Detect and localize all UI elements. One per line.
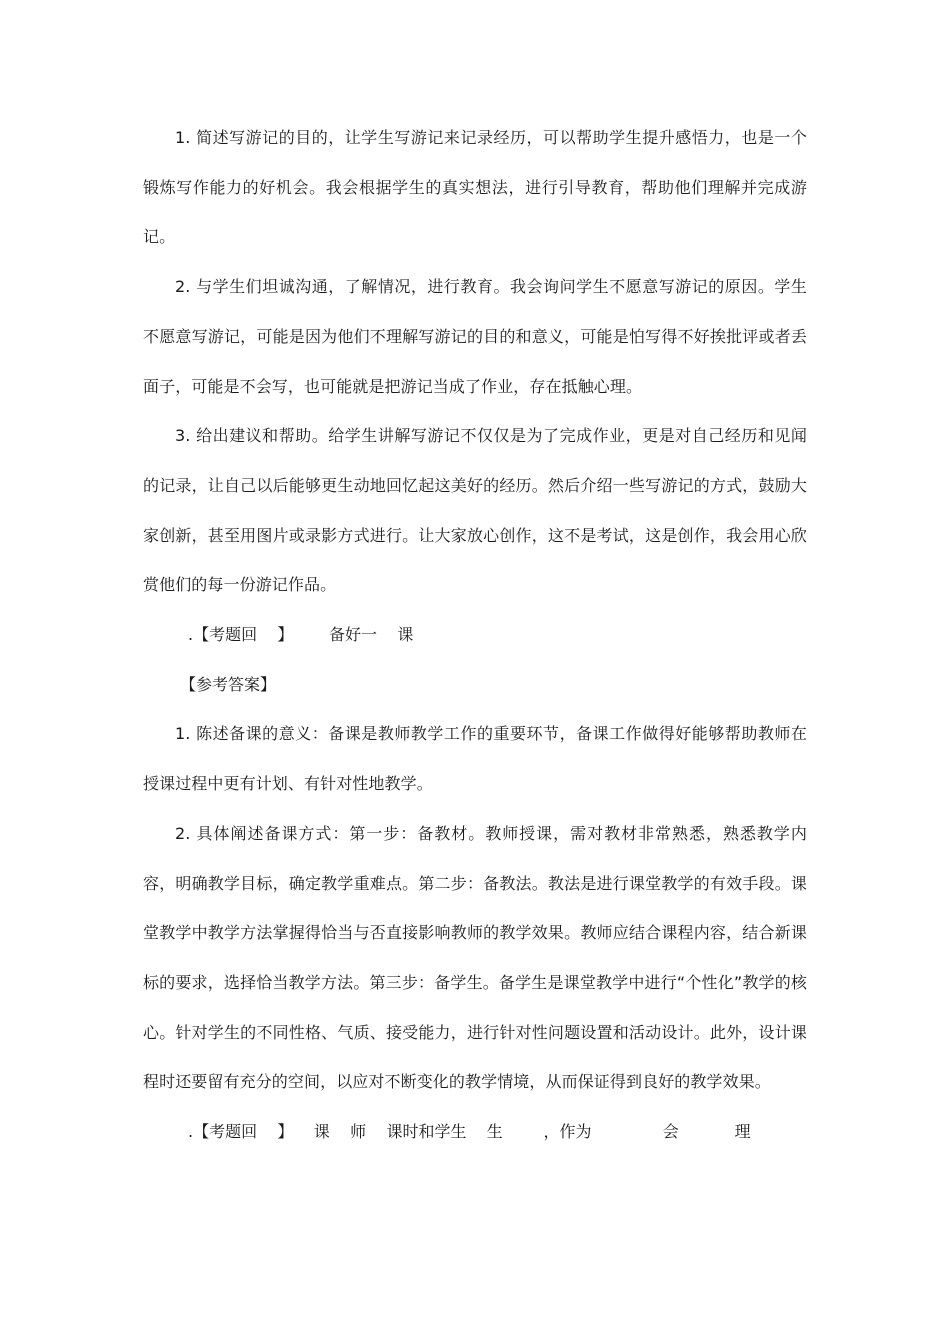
question-heading-next: .【考题回 】 课 师 课时和学生 生 ，作为 会 理 <box>188 1122 751 1142</box>
paragraph-lesson-prep-meaning: 1. 陈述备课的意义：备课是教师教学工作的重要环节，备课工作做得好能够帮助教师在授课过程中更有计划、有针对性地教学。 <box>143 724 807 794</box>
paragraph-travelogue-purpose: 1. 简述写游记的目的，让学生写游记来记录经历，可以帮助学生提升感悟力，也是一个锻炼写作能力的好机会。我会根据学生的真实想法，进行引导教育，帮助他们理解并完成游记。 <box>143 128 807 247</box>
paragraph-advice-and-help: 3. 给出建议和帮助。给学生讲解写游记不仅仅是为了完成作业，更是对自己经历和见闻的记录，让自己以后能够更生动地回忆起这美好的经历。然后介绍一些写游记的方式，鼓励大家创新，甚至用图片或录影方式进行。让大家放心创作，这不是考试，这是创作，我会用心欣赏他们的每一份游记作品。 <box>143 426 807 595</box>
reference-answer-label: 【参考答案】 <box>180 674 277 694</box>
paragraph-lesson-prep-methods: 2. 具体阐述备课方式：第一步：备教材。教师授课，需对教材非常熟悉，熟悉教学内容，明确教学目标，确定教学重难点。第二步：备教法。教法是进行课堂教学的有效手段。课堂教学中教学方法掌握得恰当与否直接影响教师的教学效果。教师应结合课程内容，结合新课标的要求，选择恰当教学方法。第三步：备学生。备学生是课堂教学中进行“个性化”教学的核心。针对学生的不同性格、气质、接受能力，进行针对性问题设置和活动设计。此外，设计课程时还要留有充分的空间，以应对不断变化的教学情境，从而保证得到良好的教学效果。 <box>143 823 807 1092</box>
document-body <box>143 113 807 1157</box>
paragraph-communicate-with-students: 2. 与学生们坦诚沟通，了解情况，进行教育。我会询问学生不愿意写游记的原因。学生不愿意写游记，可能是因为他们不理解写游记的目的和意义，可能是怕写得不好挨批评或者丢面子，可能是不会写，也可能就是把游记当成了作业，存在抵触心理。 <box>143 277 807 396</box>
question-heading-lesson-prep: .【考题回 】 备好一 课 <box>188 625 414 645</box>
